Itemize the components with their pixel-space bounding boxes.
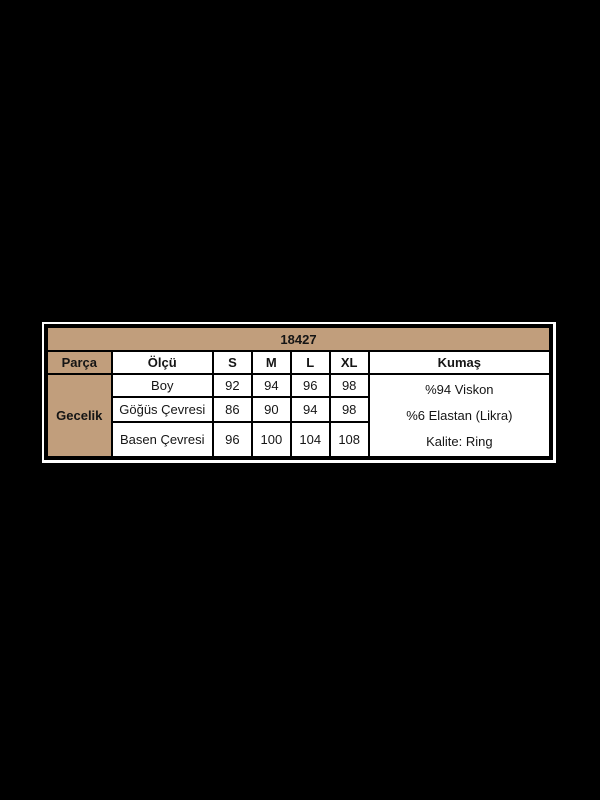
col-header-l: L [291, 351, 330, 374]
fabric-info-cell [369, 374, 551, 458]
header-row [46, 351, 551, 374]
col-header-kumas: Kumaş [369, 351, 551, 374]
col-header-m: M [252, 351, 291, 374]
value-basen-s: 96 [213, 422, 252, 458]
col-header-parca: Parça [46, 351, 112, 374]
value-gogus-xl: 98 [330, 397, 369, 422]
value-basen-l: 104 [291, 422, 330, 458]
value-boy-l: 96 [291, 374, 330, 397]
fabric-line-viskon: %94 Viskon [425, 381, 494, 397]
measure-label-boy: Boy [112, 374, 213, 397]
value-gogus-m: 90 [252, 397, 291, 422]
measure-label-gogus: Göğüs Çevresi [112, 397, 213, 422]
fabric-line-kalite: Kalite: Ring [426, 433, 493, 449]
table-row-boy [46, 374, 551, 397]
value-boy-xl: 98 [330, 374, 369, 397]
fabric-line-elastan: %6 Elastan (Likra) [406, 407, 513, 423]
size-chart-card [42, 322, 556, 463]
col-header-xl: XL [330, 351, 369, 374]
value-basen-m: 100 [252, 422, 291, 458]
value-basen-xl: 108 [330, 422, 369, 458]
model-number: 18427 [46, 326, 551, 351]
value-boy-s: 92 [213, 374, 252, 397]
value-boy-m: 94 [252, 374, 291, 397]
size-chart-table [44, 324, 553, 460]
title-row [46, 326, 551, 351]
col-header-olcu: Ölçü [112, 351, 213, 374]
col-header-s: S [213, 351, 252, 374]
value-gogus-s: 86 [213, 397, 252, 422]
value-gogus-l: 94 [291, 397, 330, 422]
measure-label-basen: Basen Çevresi [112, 422, 213, 458]
product-name-cell: Gecelik [46, 374, 112, 458]
